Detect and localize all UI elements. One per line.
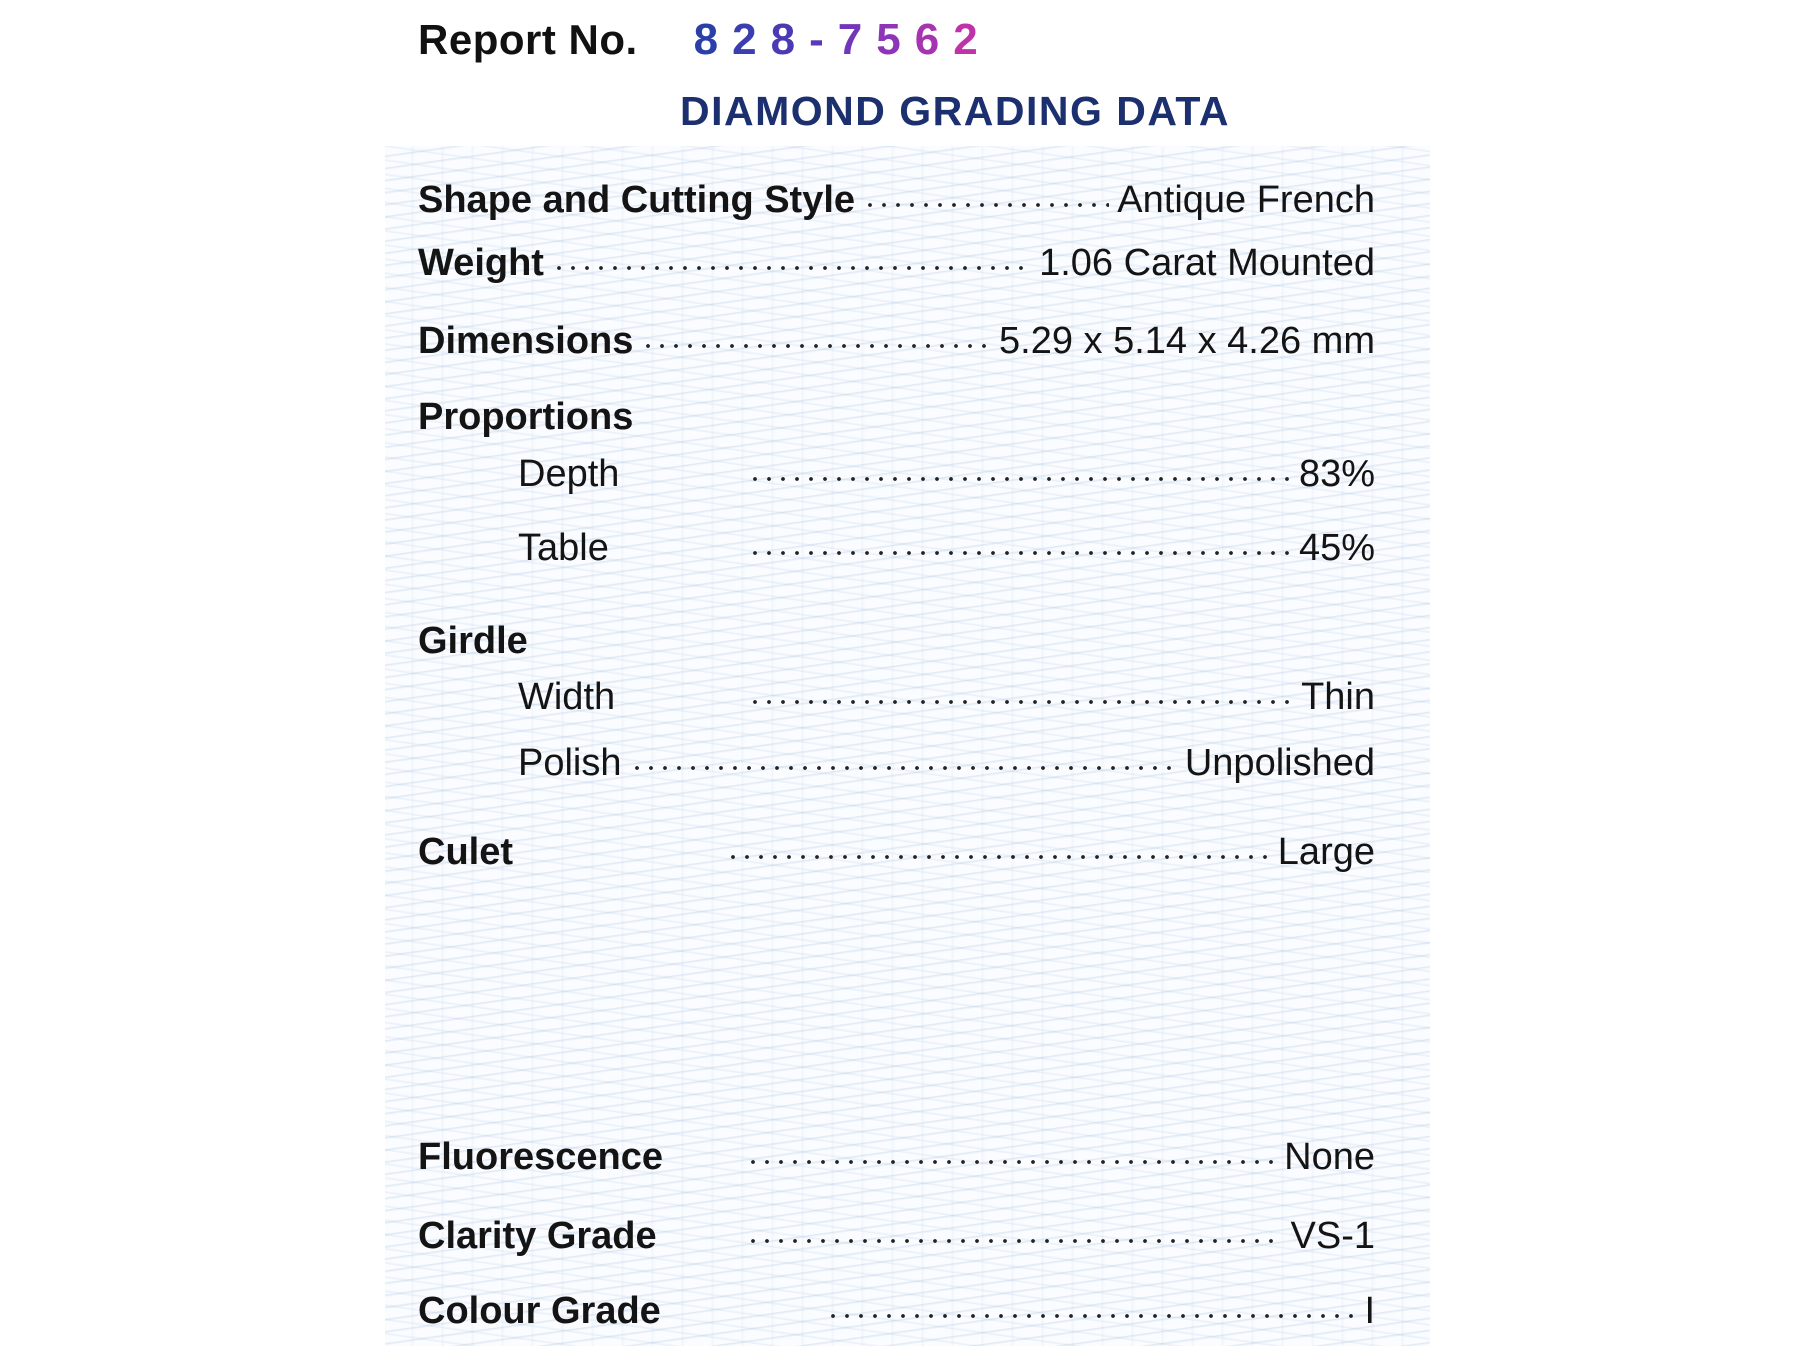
- report-number-digit: 5: [876, 15, 915, 64]
- girdle-polish-label: Polish: [518, 742, 622, 784]
- row-girdle-polish: [418, 733, 1375, 785]
- culet-label: Culet: [418, 831, 513, 873]
- shape-label: Shape and Cutting Style: [418, 179, 856, 221]
- report-label: Report No.: [418, 16, 638, 63]
- table-label: Table: [518, 527, 609, 569]
- dot-leader: [826, 1309, 1356, 1323]
- report-number-digit: 2: [732, 15, 771, 64]
- dot-leader: [552, 261, 1031, 275]
- dot-leader: [863, 198, 1109, 212]
- clarity-value: VS-1: [1290, 1215, 1375, 1257]
- report-number-line: [418, 10, 992, 70]
- table-value: 45%: [1298, 527, 1375, 569]
- girdle-heading: Girdle: [418, 620, 528, 662]
- report-number-digit: 8: [693, 15, 733, 64]
- report-number-digit: 2: [953, 15, 992, 64]
- report-number-digit: 6: [914, 15, 954, 64]
- girdle-width-value: Thin: [1301, 676, 1375, 718]
- row-clarity-grade: [418, 1206, 1375, 1258]
- document-title: DIAMOND GRADING DATA: [679, 88, 1231, 134]
- girdle-polish-value: Unpolished: [1184, 742, 1375, 784]
- dimensions-value: 5.29 x 5.14 x 4.26 mm: [999, 320, 1375, 362]
- row-table: [418, 518, 1375, 570]
- colour-label: Colour Grade: [418, 1290, 661, 1332]
- dimensions-label: Dimensions: [418, 320, 634, 362]
- dot-leader: [726, 850, 1270, 864]
- dot-leader: [748, 695, 1293, 709]
- row-shape-cutting-style: [418, 170, 1375, 222]
- dot-leader: [746, 1155, 1276, 1169]
- row-girdle-width: [418, 667, 1375, 719]
- shape-value: Antique French: [1117, 179, 1375, 221]
- dot-leader: [748, 546, 1291, 560]
- row-culet: [418, 822, 1375, 874]
- report-number-digit: 7: [837, 15, 877, 64]
- depth-value: 83%: [1298, 453, 1375, 495]
- clarity-label: Clarity Grade: [418, 1215, 657, 1257]
- weight-value: 1.06 Carat Mounted: [1039, 242, 1375, 284]
- dot-leader: [746, 1234, 1283, 1248]
- dot-leader: [748, 472, 1291, 486]
- report-number: [694, 15, 992, 65]
- row-weight: [418, 233, 1375, 285]
- fluorescence-label: Fluorescence: [418, 1136, 663, 1178]
- culet-value: Large: [1277, 831, 1375, 873]
- row-fluorescence: [418, 1127, 1375, 1179]
- proportions-heading: Proportions: [418, 396, 634, 438]
- girdle-width-label: Width: [518, 676, 616, 718]
- depth-label: Depth: [518, 453, 620, 495]
- colour-value: I: [1364, 1290, 1375, 1332]
- dot-leader: [641, 339, 991, 353]
- row-colour-grade: [418, 1281, 1375, 1333]
- report-number-digit: 8: [770, 15, 810, 64]
- report-number-digit: -: [809, 15, 838, 64]
- fluorescence-value: None: [1284, 1136, 1375, 1178]
- weight-label: Weight: [418, 242, 544, 284]
- dot-leader: [630, 761, 1177, 775]
- row-depth: [418, 444, 1375, 496]
- row-dimensions: [418, 311, 1375, 363]
